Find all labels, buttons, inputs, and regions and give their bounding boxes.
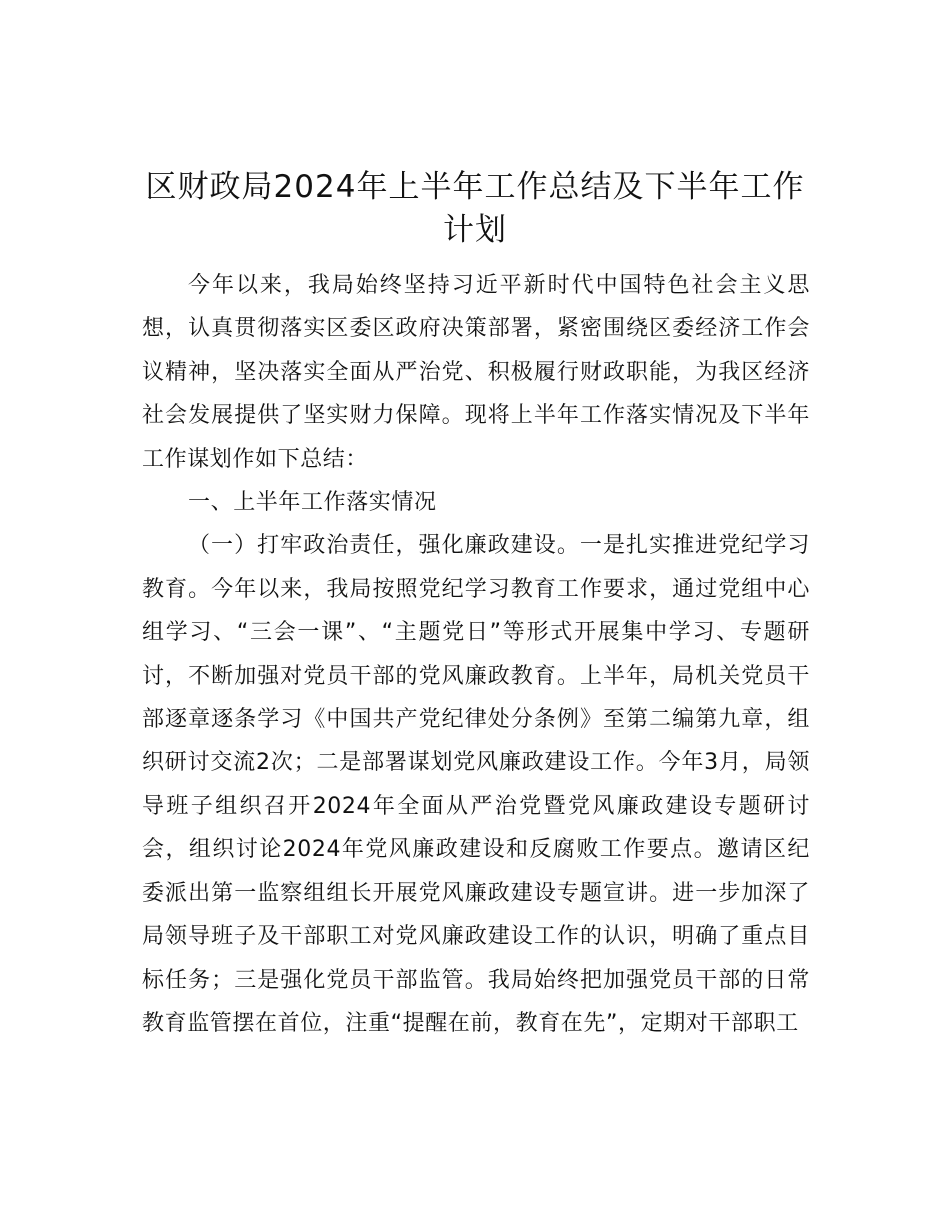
section-heading: 一、上半年工作落实情况 <box>188 490 437 516</box>
section-paragraph: （一）打牢政治责任，强化廉政建设。一是扎实推进党纪学习教育。今年以来，我局按照党纪学习教育工作要求，通过党组中心组学习、“三会一课”、“主题党日”等形式开展集中学习、专题研讨，不断加强对党员干部的党风廉政教育。上半年，局机关党员干部逐章逐条学习《中国共产党纪律处分条例》至第二编第九章，组织研讨交流2次；二是部署谋划党风廉政建设工作。今年3月，局领导班子组织召开2024年全面从严治党暨党风廉政建设专题研讨会，组织讨论2024年党风廉政建设和反腐败工作要点。邀请区纪委派出第一监察组组长开展党风廉政建设专题宣讲。进一步加深了局领导班子及干部职工对党风廉政建设工作的认识，明确了重点目标任务；三是强化党员干部监管。我局始终把加强党员干部的日常教育监管摆在首位，注重“提醒在前，教育在先”，定期对干部职工 <box>142 533 810 1036</box>
document-body <box>142 264 810 1045</box>
intro-paragraph: 今年以来，我局始终坚持习近平新时代中国特色社会主义思想，认真贯彻落实区委区政府决策部署，紧密围绕区委经济工作会议精神，坚决落实全面从严治党、积极履行财政职能，为我区经济社会发展提供了坚实财力保障。现将上半年工作落实情况及下半年工作谋划作如下总结： <box>142 273 810 472</box>
document-title: 区财政局2024年上半年工作总结及下半年工作计划 <box>145 169 805 248</box>
